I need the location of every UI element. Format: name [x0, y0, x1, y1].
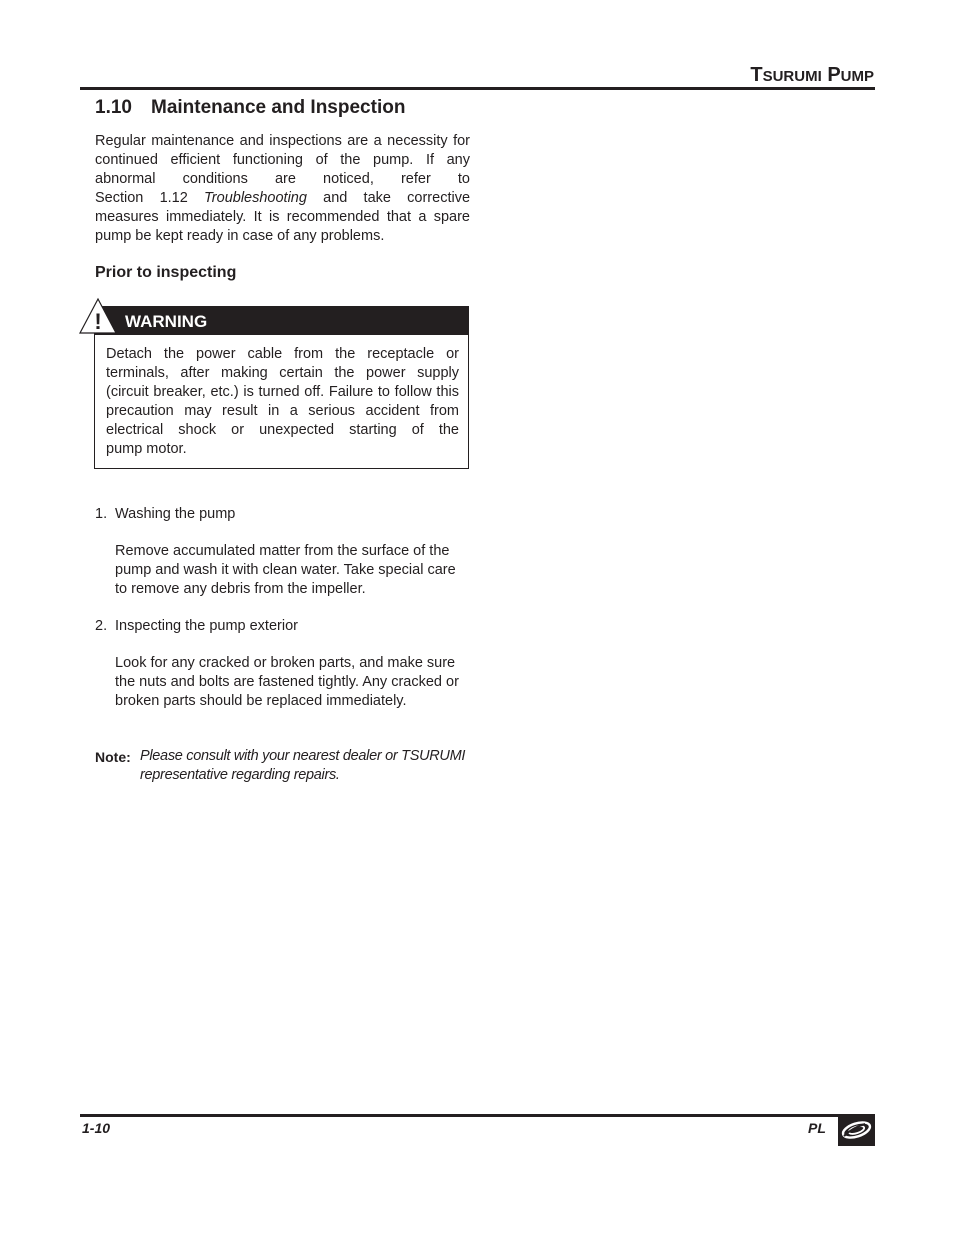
- step-line: the nuts and bolts are fastened tightly. Any cracked or: [115, 674, 459, 690]
- header-rule: [80, 87, 875, 90]
- step-line: Look for any cracked or broken parts, and make sure: [115, 655, 456, 671]
- note-line: Please consult with your nearest dealer or TSURUMI: [140, 748, 466, 764]
- step-line: pump and wash it with clean water. Take special care: [115, 562, 456, 578]
- note-line: representative regarding repairs.: [140, 767, 340, 783]
- step-line: Remove accumulated matter from the surface of the: [115, 543, 450, 559]
- footer-rule: [80, 1114, 875, 1117]
- warning-line: terminals, after making certain the power supply: [106, 365, 459, 381]
- brand-logo-icon: [838, 1114, 875, 1146]
- warning-triangle-icon: [79, 297, 117, 335]
- warning-bar: [95, 307, 468, 335]
- section-number: 1.10: [95, 97, 132, 118]
- brand-initial-p: P: [827, 64, 841, 86]
- warning-text: [106, 345, 459, 459]
- brand-initial-t: T: [750, 64, 763, 86]
- step-number: 1.: [95, 506, 108, 522]
- step-title: Inspecting the pump exterior: [115, 618, 298, 634]
- section-title: [95, 97, 405, 119]
- step-line: broken parts should be replaced immediately.: [115, 693, 407, 709]
- intro-line-reference: [95, 189, 470, 208]
- intro-line: Regular maintenance and inspections are a necessity for: [95, 133, 470, 149]
- warning-exclamation: !: [94, 309, 102, 334]
- step-2-body: [115, 654, 490, 711]
- note-label: Note:: [95, 749, 131, 765]
- troubleshooting-reference: Troubleshooting: [204, 190, 307, 206]
- step-1-title: [95, 505, 235, 524]
- warning-line: Detach the power cable from the receptacle or: [106, 346, 459, 362]
- section-title-text: Maintenance and Inspection: [151, 97, 406, 118]
- step-number: 2.: [95, 618, 108, 634]
- brand-word-tsurumi: SURUMI: [762, 68, 822, 85]
- warning-line: (circuit breaker, etc.) is turned off. Failure to follow this: [106, 384, 459, 400]
- note-text: [140, 747, 490, 785]
- intro-ref-suffix: and take corrective: [323, 190, 471, 206]
- intro-line: continued efficient functioning of the pump. If any: [95, 152, 470, 168]
- brand-header: [750, 64, 874, 87]
- footer-code: PL: [808, 1120, 826, 1136]
- warning-line: pump motor.: [106, 441, 187, 457]
- prior-heading: Prior to inspecting: [95, 264, 237, 281]
- brand-word-pump: UMP: [840, 68, 874, 85]
- warning-line: precaution may result in a serious accident from: [106, 403, 459, 419]
- intro-line: abnormal conditions are noticed, refer to: [95, 171, 470, 187]
- step-2-title: [95, 617, 298, 636]
- page-number: 1-10: [82, 1120, 111, 1136]
- intro-line: measures immediately. It is recommended that a spare: [95, 209, 470, 225]
- warning-label: WARNING: [125, 312, 208, 331]
- intro-paragraph: [95, 132, 470, 246]
- step-line: to remove any debris from the impeller.: [115, 581, 366, 597]
- swirl-logo-icon: [838, 1114, 875, 1146]
- intro-line: pump be kept ready in case of any problems.: [95, 228, 385, 244]
- section-reference: Section 1.12: [95, 190, 188, 206]
- step-title: Washing the pump: [115, 506, 236, 522]
- step-1-body: [115, 542, 490, 599]
- warning-line: electrical shock or unexpected starting of the: [106, 422, 459, 438]
